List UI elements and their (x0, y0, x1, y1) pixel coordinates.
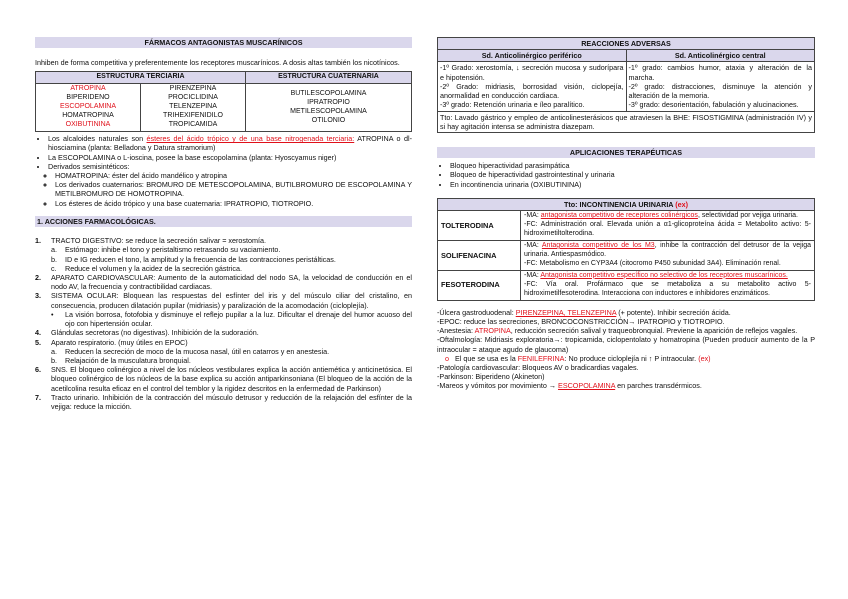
list-item: 4. Glándulas secretoras (no digestivas). Inhibición de la sudoración. (35, 328, 259, 338)
list-item: b. ID e IG reducen el tono, la amplitud y la frecuencia de las contracciones peristálticas. (51, 254, 336, 264)
drug-details: -MA: Antagonista competitivo de los M3, inhibe la contracción del detrusor de la vejiga urinaria. Antiespasmódico. -FC: Metabolismo en CYP3A4 (citocromo P450 subunidad 3A4). Eliminación renal. (521, 240, 815, 270)
list-item: ◦ Los ésteres de ácido trópico y una base cuaternaria: IPRATROPIO, TIOTROPIO. (55, 199, 412, 208)
adverse-table (437, 49, 815, 133)
drug-metilescopolamina: METILESCOPOLAMINA (290, 107, 367, 115)
note-cardio: -Patología cardiovascular: Bloqueos AV o bradicardias vagales. (437, 362, 639, 372)
apps-title: APLICACIONES TERAPÉUTICAS (437, 147, 815, 158)
drug-tropicamida: TROPICAMIDA (168, 121, 218, 129)
list-item: a. Estómago: inhibe el tono y peristaltismo retrasando su vaciamiento. (51, 245, 281, 255)
section-acciones: 1. ACCIONES FARMACOLÓGICAS. (35, 216, 412, 227)
note-parkinson: -Parkinson: Biperideno (Akineton) (437, 372, 545, 382)
header-terciaria: ESTRUCTURA TERCIARIA (36, 72, 246, 84)
list-item: • Derivados semisintéticos: (48, 162, 412, 171)
drug-otilonio: OTILONIO (311, 116, 346, 124)
drug-pirenzepina: PIRENZEPINA (169, 85, 217, 93)
incontinence-table (437, 210, 815, 301)
drug-trihexifenidilo: TRIHEXIFENIDILO (163, 112, 223, 120)
list-item: • En incontinencia urinaria (OXIBUTININA) (450, 180, 815, 189)
adv-central-cell: -1º grado: cambios humor, ataxia y alteración de la marcha. -2º grado: distracciones, disminuye la atención y alteración de la memoria. -3º grado: desorientación, fabulación y alucinaciones. (626, 62, 815, 111)
drug-biperideno: BIPERIDENO (66, 94, 110, 102)
actions-list (35, 236, 412, 411)
table-row (438, 211, 815, 241)
table-row (438, 270, 815, 300)
note-fenilefrina: o El que se usa es la FENILEFRINA: No produce cicloplejía ni ↑ P intraocular. (ex) (445, 353, 711, 363)
list-item: 1. TRACTO DIGESTIVO: se reduce la secreción salivar = xerostomía. (35, 236, 266, 246)
drug-prociclidina: PROCICLIDINA (168, 94, 218, 102)
list-item: ◦ Los derivados cuaternarios: BROMURO DE METESCOPOLAMINA, BUTILBROMURO DE ESCOPOLAMINA Y METILBROMURO DE HOMOTROPINA. (55, 180, 412, 198)
note-anestesia: -Anestesia: ATROPINA, reducción secreción salival y traqueobronquial. Previene la aparición de reflejos vagales. (437, 326, 798, 336)
adverse-title: REACCIONES ADVERSAS (437, 37, 815, 49)
left-column (35, 0, 412, 411)
list-item: • La visión borrosa, fotofobia y disminuye el reflejo pupilar a la luz. Dificultar el drenaje del humor acuoso del ojo con hipertensión ocular. (51, 309, 412, 329)
note-mareos: -Mareos y vómitos por movimiento → ESCOPOLAMINA en parches transdérmicos. (437, 381, 702, 391)
list-item: 3. SISTEMA OCULAR: Bloquean las respuestas del esfínter del iris y del músculo ciliar del cristalino, en consecuencia, producen dilatación pupilar (midriasis) y paralización de la acomodación (cicloplejía). (35, 291, 412, 310)
notes-block (437, 308, 815, 391)
adv-peripheral-cell: -1º Grado: xerostomía, ↓ secreción mucosa y sudorípara e hipotensión. -2º Grado: midriasis, borrosidad visión, ciclopejía, anormalidad en conducción cardiaca. -3º grado: Retención urinaria e íleo paralítico. (438, 62, 627, 111)
list-item: ◦ HOMATROPINA: éster del ácido mandélico y atropina (55, 171, 412, 180)
structure-table (35, 71, 412, 132)
drug-atropina: ATROPINA (70, 85, 106, 93)
drug-telenzepina: TELENZEPINA (169, 103, 217, 111)
page-title: FÁRMACOS ANTAGONISTAS MUSCARÍNICOS (35, 37, 412, 48)
drug-oxibutinina: OXIBUTININA (65, 121, 111, 129)
drug-homatropina: HOMATROPINA (62, 112, 114, 120)
drug-name: SOLIFENACINA (438, 240, 521, 270)
note-ulcera: -Úlcera gastroduodenal: PIRENZEPINA, TELENZEPINA (+ potente). Inhibir secreción ácida. (437, 307, 731, 317)
list-item: • Bloqueo hiperactividad parasimpática (450, 161, 815, 170)
drug-details: -MA: antagonista competitivo de receptores colinérgicos, selectividad por vejiga urinaria. -FC: Administración oral. Elevada unión a α1-glicoproteína ácida = Metabolito activo: 5-hidroximetiltolterodina. (521, 211, 815, 241)
drug-ipratropio: IPRATROPIO (307, 98, 350, 106)
list-item: a. Reducen la secreción de moco de la mucosa nasal, útil en catarros y en anestesia. (51, 346, 330, 356)
list-item: 2. APARATO CARDIOVASCULAR: Aumento de la automaticidad del nodo SA, la velocidad de conducción en el nodo AV, la frecuencia y contractibilidad cardiacas. (35, 273, 412, 292)
drug-name: FESOTERODINA (438, 270, 521, 300)
alkaloid-list (35, 134, 412, 171)
terciaria-col1 (36, 84, 141, 132)
drug-details: -MA: Antagonista competitivo específico no selectivo de los receptores muscarínicos. -FC: Vía oral. Profármaco que se metaboliza a su metabolito activo 5-hidroximetilfesoterodina. Interacciona con inductores e inhibidores enzimáticos. (521, 270, 815, 300)
derivatives-list (35, 171, 412, 208)
list-item: 5. Aparato respiratorio. (muy útiles en EPOC) (35, 337, 188, 347)
cuaternaria-col (246, 84, 412, 132)
header-cuaternaria: ESTRUCTURA CUATERNARIA (246, 72, 412, 84)
right-column (437, 0, 815, 391)
list-item: 6. SNS. El bloqueo colinérgico a nivel de los núcleos vestibulares explica la acción antiemética y anticinetósica. El bloqueo colinérgico de los núcleos de la base explica su acción antiparkinsoniana (El bloqueo de la acción de la acetilcolina resulta eficaz en el control del temblor y la rigidez descritos en la enfermedad de Parkinson) (35, 365, 412, 393)
table-row (438, 240, 815, 270)
adv-treatment: Tto: Lavado gástrico y empleo de anticolinesterásicos que atraviesen la BHE: FISOSTIGMINA (administración IV) y si hay agitación intensa se administra diazepam. (438, 111, 815, 132)
drug-butilescopolamina: BUTILESCOPOLAMINA (290, 89, 367, 97)
drug-escopolamina: ESCOPOLAMINA (59, 103, 116, 111)
note-epoc: -EPOC: reduce las secreciones, BRONCOCONSTRICCIÓN→ IPATROPIO y TIOTROPIO. (437, 316, 725, 326)
drug-name: TOLTERODINA (438, 211, 521, 241)
list-item: • Los alcaloides naturales son ésteres del ácido trópico y de una base nitrogenada terciaria: ATROPINA o dl-hiosciamina (planta: Belladona y Datura stramorium) (48, 134, 412, 152)
list-item: • Bloqueo de hiperactividad gastrointestinal y urinaria (450, 170, 815, 179)
note-oftalmologia: -Oftalmología: Midriasis exploratoria→: tropicamida, ciclopentolato y homatropina (Pueden producir aumento de la P intraocular = ataque agudo de glaucoma) (437, 335, 815, 354)
list-item: c. Reduce el volumen y la acidez de la secreción gástrica. (51, 263, 242, 273)
terciaria-col2 (141, 84, 246, 132)
adv-header-peripheral: Sd. Anticolinérgico periférico (438, 50, 627, 62)
list-item: 7. Tracto urinario. Inhibición de la contracción del músculo detrusor y reducción de la relajación del esfínter de la vejiga: reduce la micción. (35, 392, 412, 412)
apps-list (437, 161, 815, 189)
list-item: • La ESCOPOLAMINA o L-ioscina, posee la base escopolamina (planta: Hyoscyamus niger) (48, 153, 412, 162)
intro-text: Inhiben de forma competitiva y preferentemente los receptores muscarínicos. A dosis altas también los nicotínicos. (35, 58, 400, 68)
list-item: b. Relajación de la musculatura bronquial. (51, 355, 191, 365)
incontinence-title: Tto: INCONTINENCIA URINARIA (ex) (437, 198, 815, 210)
adv-header-central: Sd. Anticolinérgico central (626, 50, 815, 62)
